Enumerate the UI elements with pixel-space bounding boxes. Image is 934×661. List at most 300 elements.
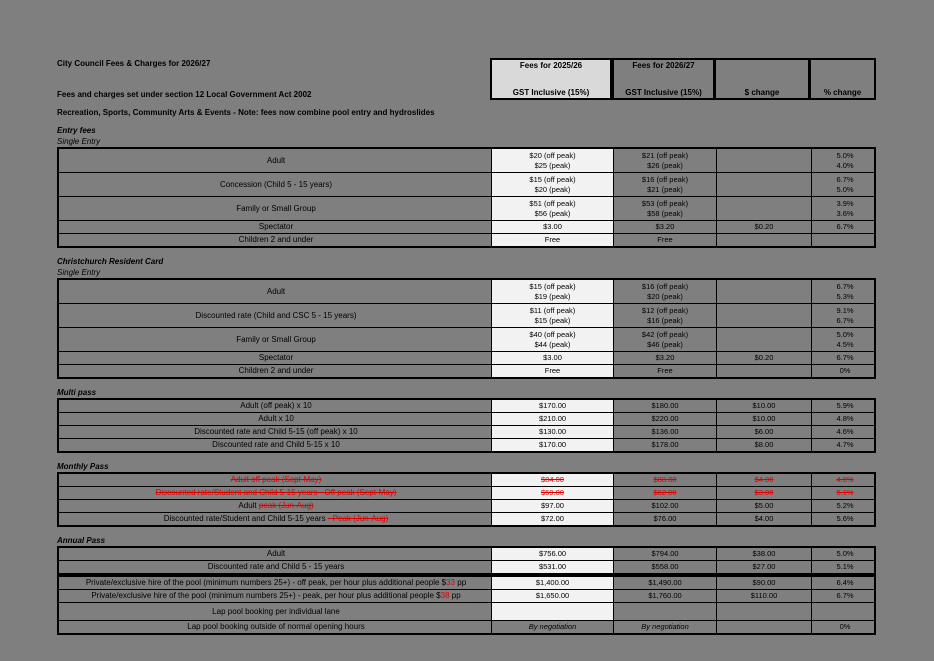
gst-note-2026-27: GST Inclusive (15%) [625, 88, 702, 97]
fee-table [57, 278, 876, 379]
dollar-change-label: $ change [744, 88, 780, 97]
fee-value: 6.7% [836, 591, 854, 600]
document-titles [57, 58, 490, 100]
fee-value: $20 (peak) [534, 184, 571, 194]
fee-value: $10.00 [752, 401, 776, 410]
fee-value: $12 (off peak) [641, 305, 689, 315]
fee-row [59, 621, 874, 633]
fees-2025-26-label: Fees for 2025/26 [519, 61, 583, 70]
fee-value: $25 (peak) [534, 160, 571, 170]
row-label-text: Private/exclusive hire of the pool (minimum numbers 25+) - off peak, per hour plus additional people $ [85, 578, 447, 587]
row-label-text: Discounted rate (Child and CSC 5 - 15 years) [195, 310, 357, 320]
fee-2025-26-cell[interactable] [492, 413, 614, 425]
fee-value: $51 (off peak) [529, 198, 576, 208]
fee-2025-26-cell[interactable] [492, 439, 614, 451]
row-label [59, 280, 492, 303]
row-label-text: Children 2 and under [238, 366, 314, 375]
dollar-change-cell[interactable] [717, 352, 812, 364]
fee-value: $16 (off peak) [641, 281, 689, 291]
fee-2025-26-cell[interactable] [492, 400, 614, 412]
fee-table [57, 472, 876, 527]
fee-value: $19 (peak) [534, 291, 571, 301]
fee-2026-27-cell[interactable] [614, 548, 717, 560]
fee-value: $180.00 [651, 401, 679, 410]
row-label [59, 439, 492, 451]
fee-value: By negotiation [528, 622, 577, 631]
fee-value: 4.7% [836, 440, 854, 449]
row-label [59, 500, 492, 512]
fee-row [59, 352, 874, 365]
fee-value: $130.00 [538, 427, 567, 436]
row-label-text: Adult (off peak) x 10 [240, 401, 312, 410]
fee-value: 6.4% [836, 578, 854, 587]
fee-value: 6.7% [836, 353, 854, 362]
fee-value: 5.1% [836, 562, 854, 571]
row-label-text: Adult [266, 549, 286, 558]
fee-value: $15 (off peak) [529, 281, 576, 291]
percent-change-cell[interactable] [812, 365, 878, 377]
fee-value: $3.00 [543, 222, 562, 231]
dollar-change-cell[interactable] [717, 328, 812, 351]
dollar-change-cell[interactable] [717, 603, 812, 620]
fee-value: $3.00 [543, 353, 562, 362]
fee-value: $72.00 [541, 514, 564, 523]
fee-row [59, 500, 874, 513]
fee-2025-26-cell[interactable] [492, 280, 614, 303]
group-title: Entry fees [57, 126, 96, 135]
document-subtitle: Fees and charges set under section 12 Local Government Act 2002 [57, 90, 312, 99]
fee-row [59, 413, 874, 426]
fee-row [59, 590, 874, 603]
fee-row [59, 548, 874, 561]
percent-change-cell[interactable] [812, 234, 878, 246]
dollar-change-cell[interactable] [717, 365, 812, 377]
row-label-text: 33 [446, 578, 456, 587]
percent-change-cell[interactable] [812, 548, 878, 560]
fee-2025-26-cell[interactable] [492, 487, 614, 499]
fee-group [57, 256, 876, 379]
fee-table [57, 546, 876, 575]
fee-value: $15 (peak) [534, 315, 571, 325]
fee-table [57, 575, 876, 635]
fee-value: 5.2% [836, 501, 854, 510]
fees-sheet [57, 58, 876, 635]
group-subtitle: Single Entry [57, 268, 101, 277]
fee-value: 4.8% [836, 475, 854, 484]
fee-row [59, 400, 874, 413]
fees-2026-27-label: Fees for 2026/27 [632, 61, 695, 70]
percent-change-cell[interactable] [812, 577, 878, 589]
percent-change-cell[interactable] [812, 197, 878, 220]
row-label [59, 221, 492, 233]
fee-value: $110.00 [750, 591, 778, 600]
fee-value: $20 (off peak) [529, 150, 576, 160]
row-label [59, 173, 492, 196]
percent-change-cell[interactable] [812, 280, 878, 303]
percent-change-cell[interactable] [812, 487, 878, 499]
fee-value: $102.00 [651, 501, 679, 510]
dollar-change-cell[interactable] [717, 513, 812, 525]
fee-value: 5.6% [836, 514, 854, 523]
fee-2025-26-cell[interactable] [492, 561, 614, 573]
percent-change-cell[interactable] [812, 603, 878, 620]
section-title: Recreation, Sports, Community Arts & Events - Note: fees now combine pool entry and hydroslides [57, 108, 435, 117]
dollar-change-cell[interactable] [717, 234, 812, 246]
fee-row [59, 328, 874, 352]
fee-2025-26-cell[interactable] [492, 197, 614, 220]
fee-row [59, 603, 874, 621]
row-label-text: Spectator [258, 353, 294, 362]
fee-2026-27-cell[interactable] [614, 439, 717, 451]
dollar-change-cell[interactable] [717, 413, 812, 425]
fee-groups [57, 125, 876, 635]
fee-value: 5.0% [836, 184, 854, 194]
fee-2026-27-cell[interactable] [614, 413, 717, 425]
percent-change-cell[interactable] [812, 413, 878, 425]
row-label [59, 603, 492, 620]
fee-value: 0% [839, 366, 851, 375]
percent-change-cell[interactable] [812, 400, 878, 412]
fee-value: $3.20 [655, 222, 675, 231]
fee-value: $20 (peak) [647, 291, 683, 301]
row-label [59, 426, 492, 438]
fee-row [59, 561, 874, 573]
fee-value: Free [544, 235, 561, 244]
row-label-text: Discounted rate and Child 5 - 15 years [207, 562, 345, 571]
fee-2026-27-cell[interactable] [614, 280, 717, 303]
fee-row [59, 513, 874, 525]
row-label-text: Lap pool booking per individual lane [212, 606, 340, 616]
fee-value: $178.00 [651, 440, 679, 449]
fee-value: Free [544, 366, 561, 375]
percent-change-cell[interactable] [812, 590, 878, 602]
gst-note-2025-26: GST Inclusive (15%) [512, 88, 590, 97]
fee-2025-26-cell[interactable] [492, 500, 614, 512]
fee-group [57, 387, 876, 453]
percent-change-cell[interactable] [812, 500, 878, 512]
fee-value: $56 (peak) [534, 208, 571, 218]
fee-value: $62.00 [653, 488, 677, 497]
percent-change-cell[interactable] [812, 221, 878, 233]
fee-value: $53 (off peak) [641, 198, 689, 208]
fee-value: $4.00 [754, 475, 774, 484]
fee-2025-26-cell[interactable] [492, 352, 614, 364]
document-title: City Council Fees & Charges for 2026/27 [57, 59, 211, 68]
fee-value: $76.00 [653, 514, 677, 523]
fee-2026-27-cell[interactable] [614, 365, 717, 377]
fee-value: $16 (peak) [647, 315, 683, 325]
fee-2025-26-cell[interactable] [492, 621, 614, 633]
row-label-text: pp [449, 591, 461, 600]
fee-value: Free [657, 366, 673, 375]
row-label-text: - Peak (Jun-Aug) [327, 514, 389, 523]
row-label-text: peak (Jun-Aug) [258, 501, 314, 510]
row-label-text: Adult x 10 [258, 414, 294, 423]
column-header-percent-change[interactable] [810, 58, 876, 100]
column-header-fees-2025-26[interactable] [490, 58, 612, 100]
fee-group [57, 461, 876, 527]
fee-value: $5.00 [754, 501, 774, 510]
fee-2026-27-cell[interactable] [614, 426, 717, 438]
fee-value: $26 (peak) [647, 160, 683, 170]
fee-value: 4.6% [836, 427, 854, 436]
fee-value: $97.00 [541, 501, 564, 510]
fee-value: 6.7% [836, 315, 854, 325]
row-label-text: Adult [266, 286, 286, 296]
dollar-change-cell[interactable] [717, 400, 812, 412]
row-label-text: Discounted rate and Child 5-15 x 10 [212, 440, 340, 449]
group-title: Annual Pass [57, 536, 106, 545]
fee-2026-27-cell[interactable] [614, 513, 717, 525]
fee-value: $88.00 [653, 475, 677, 484]
fee-table [57, 147, 876, 248]
row-label-text: Adult off peak (Sept-May) [230, 475, 322, 484]
fee-2026-27-cell[interactable] [614, 577, 717, 589]
fee-value: $15 (off peak) [529, 174, 576, 184]
fee-value: $44 (peak) [534, 339, 571, 349]
row-label-text: Family or Small Group [236, 334, 316, 344]
fee-2025-26-cell[interactable] [492, 426, 614, 438]
fee-value: $21 (off peak) [641, 150, 689, 160]
fee-2026-27-cell[interactable] [614, 487, 717, 499]
fee-value: 5.0% [836, 150, 854, 160]
fee-2026-27-cell[interactable] [614, 173, 717, 196]
percent-change-cell[interactable] [812, 474, 878, 486]
fee-2026-27-cell[interactable] [614, 621, 717, 633]
group-title: Monthly Pass [57, 462, 109, 471]
row-label-text: pp [455, 578, 467, 587]
dollar-change-cell[interactable] [717, 577, 812, 589]
fee-row [59, 149, 874, 173]
row-label [59, 513, 492, 525]
dollar-change-cell[interactable] [717, 304, 812, 327]
row-label-text: Adult [238, 501, 259, 510]
fee-2026-27-cell[interactable] [614, 474, 717, 486]
fee-2025-26-cell[interactable] [492, 173, 614, 196]
fee-value: $794.00 [651, 549, 679, 558]
fee-value: 6.7% [836, 222, 854, 231]
fee-value: 4.5% [836, 339, 854, 349]
percent-change-cell[interactable] [812, 173, 878, 196]
row-label-text: Discounted rate/Student and Child 5-15 years [163, 514, 328, 523]
fee-row [59, 197, 874, 221]
fee-value: $16 (off peak) [641, 174, 689, 184]
row-label-text: Lap pool booking outside of normal opening hours [187, 622, 365, 631]
fee-value: $4.00 [754, 514, 774, 523]
fee-value: 9.1% [836, 305, 854, 315]
fee-2025-26-cell[interactable] [492, 234, 614, 246]
fee-value: $27.00 [752, 562, 776, 571]
fee-value: 5.1% [836, 488, 854, 497]
fee-2026-27-cell[interactable] [614, 561, 717, 573]
dollar-change-cell[interactable] [717, 439, 812, 451]
dollar-change-cell[interactable] [717, 197, 812, 220]
fee-value: $84.00 [541, 475, 564, 484]
column-header-dollar-change[interactable] [715, 58, 810, 100]
fee-value: 5.9% [836, 401, 854, 410]
fee-value: $90.00 [752, 578, 776, 587]
percent-change-cell[interactable] [812, 426, 878, 438]
row-label [59, 365, 492, 377]
percent-change-cell[interactable] [812, 439, 878, 451]
fee-2025-26-cell[interactable] [492, 149, 614, 172]
fee-group [57, 125, 876, 248]
dollar-change-cell[interactable] [717, 548, 812, 560]
fee-group [57, 575, 876, 635]
fee-value: $6.00 [754, 427, 774, 436]
fee-value: 5.0% [836, 329, 854, 339]
row-label-text: Spectator [258, 222, 294, 231]
fee-2025-26-cell[interactable] [492, 304, 614, 327]
row-label-text: Discounted rate/Student and Child 5-15 years - Off peak (Sept-May) [155, 488, 397, 497]
fee-value: $59.00 [541, 488, 564, 497]
fee-2026-27-cell[interactable] [614, 400, 717, 412]
fee-value: $756.00 [538, 549, 567, 558]
fee-value: 4.8% [836, 414, 854, 423]
row-label-text: Private/exclusive hire of the pool (minimum numbers 25+) - peak, per hour plus additional people $ [91, 591, 441, 600]
fee-value: $42 (off peak) [641, 329, 689, 339]
fee-value: $8.00 [754, 440, 774, 449]
fee-row [59, 474, 874, 487]
fee-value: $558.00 [651, 562, 679, 571]
fee-value: $40 (off peak) [529, 329, 576, 339]
row-label [59, 197, 492, 220]
fee-2025-26-cell[interactable] [492, 603, 614, 620]
fee-2025-26-cell[interactable] [492, 513, 614, 525]
fee-value: $1,650.00 [535, 591, 570, 600]
fee-value: $46 (peak) [647, 339, 683, 349]
fee-2026-27-cell[interactable] [614, 304, 717, 327]
fee-row [59, 439, 874, 451]
percent-change-cell[interactable] [812, 149, 878, 172]
fee-2026-27-cell[interactable] [614, 328, 717, 351]
dollar-change-cell[interactable] [717, 221, 812, 233]
fee-2026-27-cell[interactable] [614, 590, 717, 602]
fee-value: 0% [839, 622, 851, 631]
row-label [59, 487, 492, 499]
fee-row [59, 280, 874, 304]
row-label [59, 590, 492, 602]
row-label [59, 621, 492, 633]
row-label [59, 352, 492, 364]
group-title: Multi pass [57, 388, 97, 397]
fee-2025-26-cell[interactable] [492, 365, 614, 377]
dollar-change-cell[interactable] [717, 621, 812, 633]
fee-2026-27-cell[interactable] [614, 197, 717, 220]
dollar-change-cell[interactable] [717, 149, 812, 172]
fee-2026-27-cell[interactable] [614, 149, 717, 172]
fee-value: $21 (peak) [647, 184, 683, 194]
fee-value: $11 (off peak) [529, 305, 576, 315]
fee-row [59, 304, 874, 328]
fee-value: 4.0% [836, 160, 854, 170]
fee-value: $1,400.00 [535, 578, 570, 587]
fee-2026-27-cell[interactable] [614, 352, 717, 364]
fee-value: 6.7% [836, 174, 854, 184]
percent-change-label: % change [823, 88, 862, 97]
group-subtitle: Single Entry [57, 137, 101, 146]
dollar-change-cell[interactable] [717, 500, 812, 512]
fee-row [59, 234, 874, 246]
row-label [59, 577, 492, 589]
fee-2025-26-cell[interactable] [492, 577, 614, 589]
percent-change-cell[interactable] [812, 561, 878, 573]
fee-row [59, 487, 874, 500]
fee-value: 5.0% [836, 549, 854, 558]
sheet-header [57, 58, 876, 100]
percent-change-cell[interactable] [812, 621, 878, 633]
row-label [59, 400, 492, 412]
fee-value: $531.00 [538, 562, 567, 571]
fee-2026-27-cell[interactable] [614, 221, 717, 233]
dollar-change-cell[interactable] [717, 474, 812, 486]
fee-value: $38.00 [752, 549, 776, 558]
fee-value: $3.20 [655, 353, 675, 362]
fee-2026-27-cell[interactable] [614, 500, 717, 512]
dollar-change-cell[interactable] [717, 487, 812, 499]
fee-value: 3.6% [836, 208, 854, 218]
fee-value: $1,760.00 [648, 591, 682, 600]
row-label-text: Adult [266, 155, 286, 165]
row-label [59, 474, 492, 486]
fee-2025-26-cell[interactable] [492, 590, 614, 602]
fee-2025-26-cell[interactable] [492, 474, 614, 486]
fee-value: $170.00 [538, 401, 567, 410]
percent-change-cell[interactable] [812, 352, 878, 364]
fee-value: By negotiation [641, 622, 689, 631]
fee-table [57, 398, 876, 453]
fee-row [59, 173, 874, 197]
fee-value: $210.00 [538, 414, 567, 423]
percent-change-cell[interactable] [812, 513, 878, 525]
fee-value: $170.00 [538, 440, 567, 449]
fee-value: $0.20 [754, 353, 774, 362]
row-label [59, 234, 492, 246]
row-label [59, 149, 492, 172]
row-label-text: Concession (Child 5 - 15 years) [219, 179, 333, 189]
fee-2025-26-cell[interactable] [492, 548, 614, 560]
dollar-change-cell[interactable] [717, 426, 812, 438]
fee-value: $58 (peak) [647, 208, 683, 218]
dollar-change-cell[interactable] [717, 590, 812, 602]
row-label-text: Family or Small Group [236, 203, 316, 213]
fee-2025-26-cell[interactable] [492, 328, 614, 351]
column-header-fees-2026-27[interactable] [612, 58, 715, 100]
fee-2026-27-cell[interactable] [614, 234, 717, 246]
dollar-change-cell[interactable] [717, 280, 812, 303]
row-label-text: 38 [440, 591, 450, 600]
fee-value: $220.00 [651, 414, 679, 423]
percent-change-cell[interactable] [812, 304, 878, 327]
fee-value: 5.3% [836, 291, 854, 301]
fee-value: $10.00 [752, 414, 776, 423]
group-title: Christchurch Resident Card [57, 257, 164, 266]
fee-2025-26-cell[interactable] [492, 221, 614, 233]
row-label [59, 304, 492, 327]
row-label [59, 328, 492, 351]
fee-value: Free [657, 235, 673, 244]
fee-row [59, 426, 874, 439]
percent-change-cell[interactable] [812, 328, 878, 351]
fee-value: 3.9% [836, 198, 854, 208]
row-label-text: Children 2 and under [238, 235, 314, 244]
dollar-change-cell[interactable] [717, 561, 812, 573]
fee-value: $0.20 [754, 222, 774, 231]
row-label [59, 413, 492, 425]
row-label-text: Discounted rate and Child 5-15 (off peak) x 10 [194, 427, 358, 436]
dollar-change-cell[interactable] [717, 173, 812, 196]
fee-2026-27-cell[interactable] [614, 603, 717, 620]
